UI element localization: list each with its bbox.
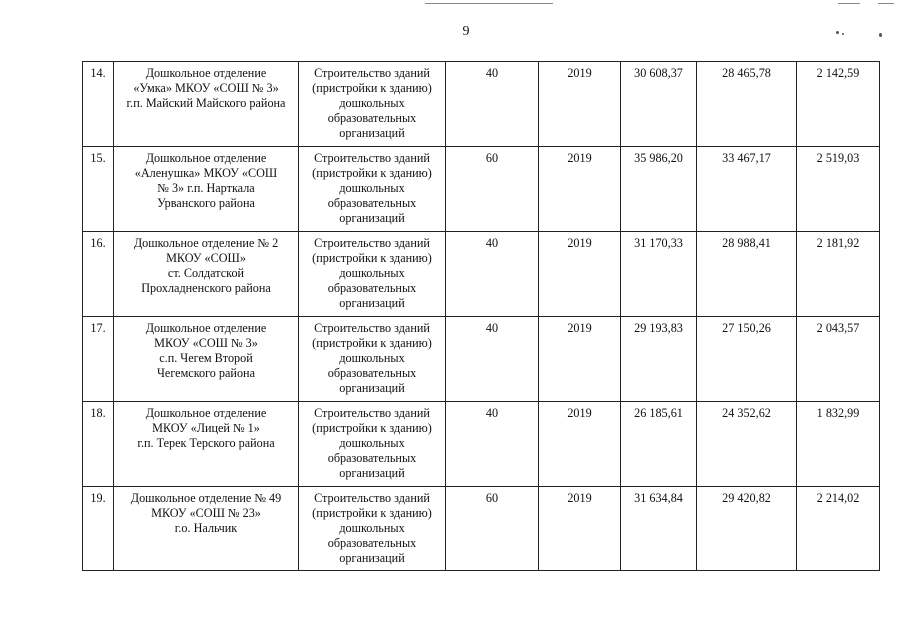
regional-cost-cell: 2 214,02 (797, 487, 880, 571)
total-cost-cell: 31 634,84 (621, 487, 697, 571)
table-row (83, 62, 880, 147)
year-cell: 2019 (539, 317, 621, 402)
year-cell: 2019 (539, 402, 621, 487)
scan-mark-top-right-2 (878, 3, 894, 4)
institution-name-cell (114, 62, 299, 147)
work-type: Строительство зданий (пристройки к зданию) дошкольных образовательных организаций (312, 491, 432, 565)
table-row (83, 402, 880, 487)
scan-speck (879, 33, 882, 37)
capacity-cell: 40 (446, 232, 539, 317)
institution-name: Дошкольное отделение «Умка» МКОУ «СОШ № 3» г.п. Майский Майского района (126, 66, 286, 110)
work-type: Строительство зданий (пристройки к зданию) дошкольных образовательных организаций (312, 236, 432, 310)
table-row (83, 147, 880, 232)
capacity-cell: 60 (446, 147, 539, 232)
total-cost-cell: 26 185,61 (621, 402, 697, 487)
capacity-cell: 40 (446, 62, 539, 147)
institution-name: Дошкольное отделение МКОУ «Лицей № 1» г.п. Терек Терского района (137, 406, 275, 450)
scan-speck (836, 31, 839, 34)
institution-name-cell (114, 487, 299, 571)
total-cost-cell: 31 170,33 (621, 232, 697, 317)
row-index-cell: 15. (83, 147, 114, 232)
total-cost-cell: 29 193,83 (621, 317, 697, 402)
regional-cost-cell: 2 142,59 (797, 62, 880, 147)
year-cell: 2019 (539, 62, 621, 147)
year-cell: 2019 (539, 487, 621, 571)
work-type-cell (299, 232, 446, 317)
year-cell: 2019 (539, 147, 621, 232)
institution-name-cell (114, 147, 299, 232)
institution-name-cell (114, 402, 299, 487)
federal-cost-cell: 24 352,62 (697, 402, 797, 487)
row-index-cell: 17. (83, 317, 114, 402)
row-index-cell: 18. (83, 402, 114, 487)
row-index-cell: 19. (83, 487, 114, 571)
federal-cost-cell: 29 420,82 (697, 487, 797, 571)
regional-cost-cell: 2 043,57 (797, 317, 880, 402)
regional-cost-cell: 1 832,99 (797, 402, 880, 487)
work-type: Строительство зданий (пристройки к зданию) дошкольных образовательных организаций (312, 66, 432, 140)
year-cell: 2019 (539, 232, 621, 317)
work-type-cell (299, 317, 446, 402)
regional-cost-cell: 2 519,03 (797, 147, 880, 232)
work-type: Строительство зданий (пристройки к зданию) дошкольных образовательных организаций (312, 151, 432, 225)
page-number: 9 (462, 24, 470, 39)
capacity-cell: 40 (446, 402, 539, 487)
regional-cost-cell: 2 181,92 (797, 232, 880, 317)
construction-table (82, 61, 880, 571)
work-type-cell (299, 147, 446, 232)
institution-name: Дошкольное отделение «Аленушка» МКОУ «СОШ № 3» г.п. Нарткала Урванского района (134, 151, 278, 210)
work-type-cell (299, 402, 446, 487)
institution-name: Дошкольное отделение № 49 МКОУ «СОШ № 23» г.о. Нальчик (130, 491, 282, 535)
institution-name: Дошкольное отделение № 2 МКОУ «СОШ» ст. Солдатской Прохладненского района (133, 236, 279, 295)
federal-cost-cell: 27 150,26 (697, 317, 797, 402)
scan-mark-top-right (838, 3, 860, 4)
federal-cost-cell: 33 467,17 (697, 147, 797, 232)
total-cost-cell: 35 986,20 (621, 147, 697, 232)
table-row (83, 232, 880, 317)
institution-name: Дошкольное отделение МКОУ «СОШ № 3» с.п. Чегем Второй Чегемского района (145, 321, 267, 380)
capacity-cell: 60 (446, 487, 539, 571)
scan-mark-top (425, 3, 553, 4)
work-type: Строительство зданий (пристройки к зданию) дошкольных образовательных организаций (312, 321, 432, 395)
federal-cost-cell: 28 988,41 (697, 232, 797, 317)
work-type-cell (299, 487, 446, 571)
work-type-cell (299, 62, 446, 147)
federal-cost-cell: 28 465,78 (697, 62, 797, 147)
total-cost-cell: 30 608,37 (621, 62, 697, 147)
institution-name-cell (114, 317, 299, 402)
institution-name-cell (114, 232, 299, 317)
work-type: Строительство зданий (пристройки к зданию) дошкольных образовательных организаций (312, 406, 432, 480)
table-row (83, 487, 880, 571)
row-index-cell: 14. (83, 62, 114, 147)
capacity-cell: 40 (446, 317, 539, 402)
scan-speck (842, 33, 844, 35)
row-index-cell: 16. (83, 232, 114, 317)
table-row (83, 317, 880, 402)
